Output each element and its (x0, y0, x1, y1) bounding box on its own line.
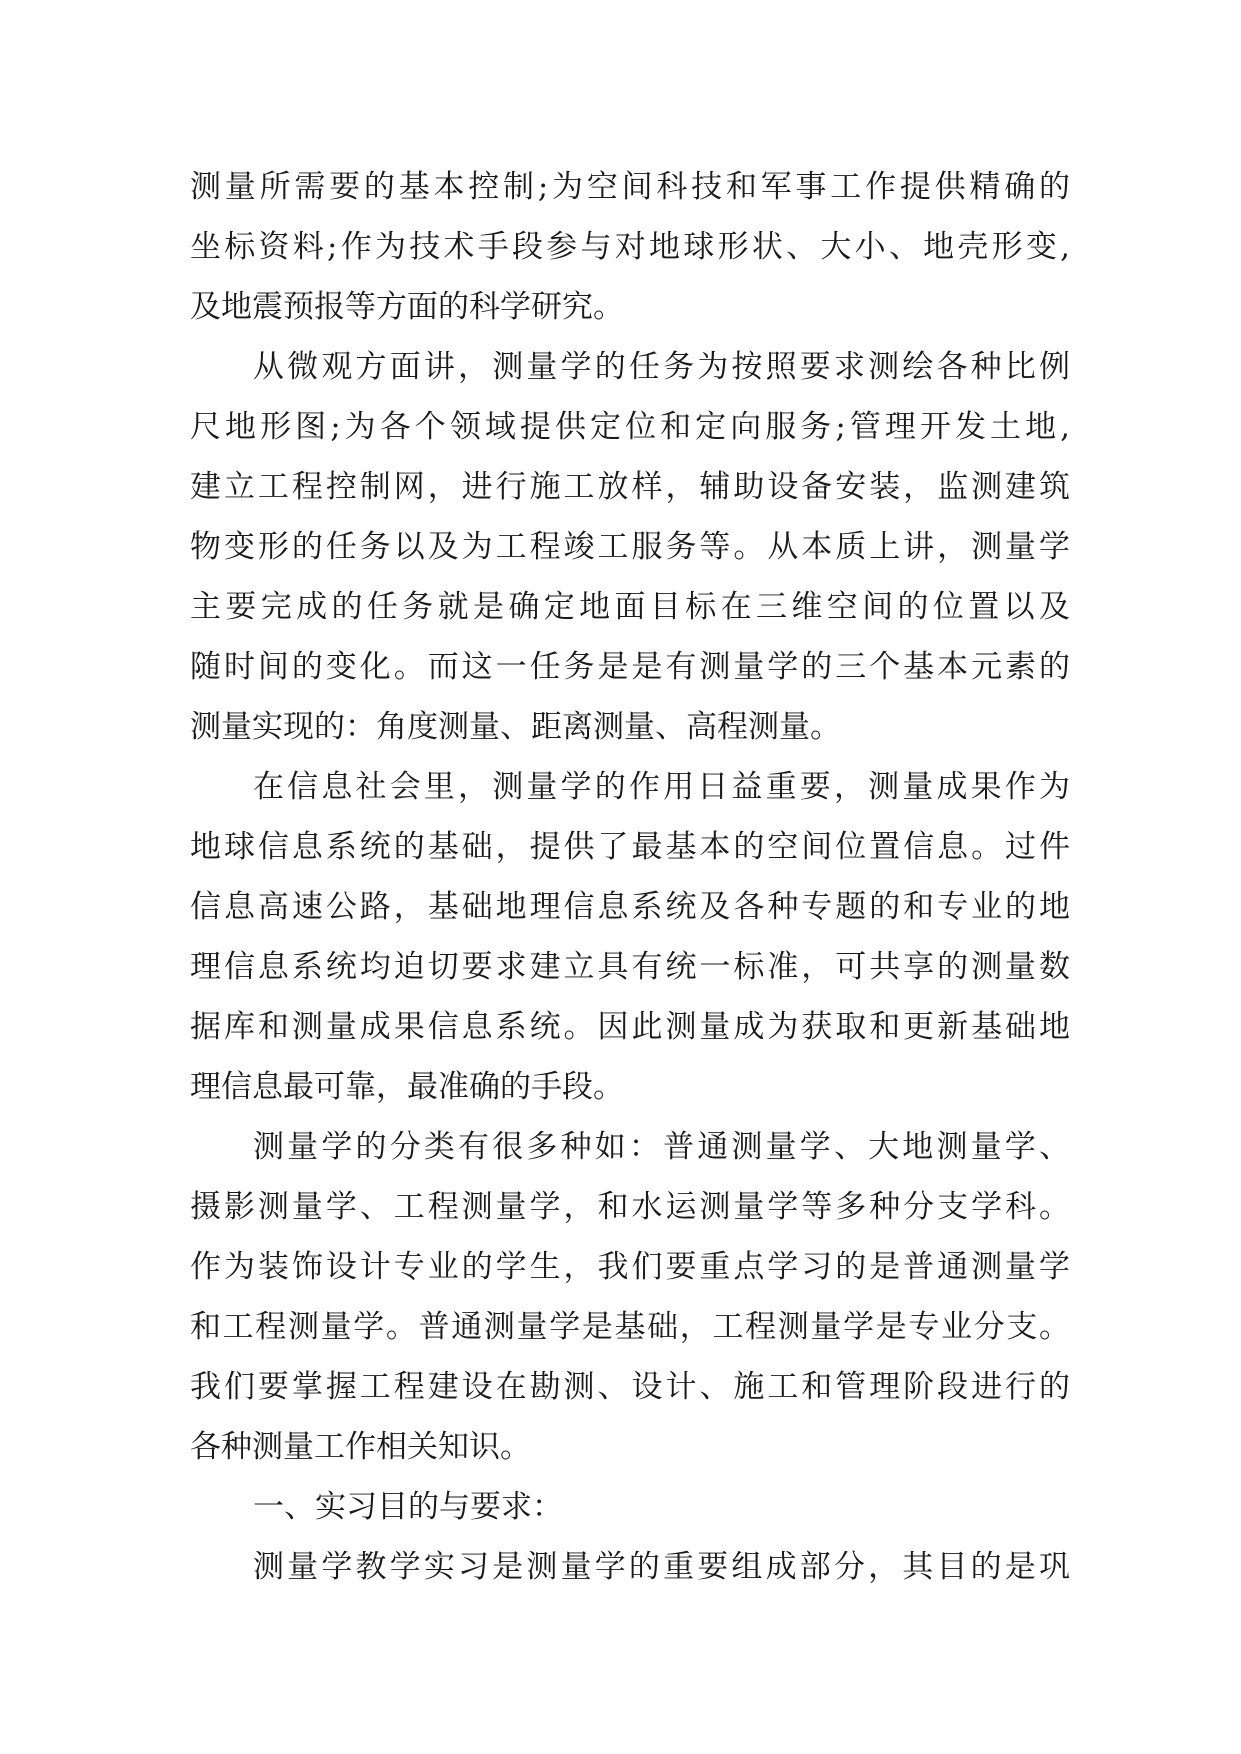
text-line: 理信息系统均迫切要求建立具有统一标准，可共享的测量数 (190, 949, 1070, 985)
text-line: 主要完成的任务就是确定地面目标在三维空间的位置以及 (190, 589, 1070, 625)
text-line: 测量实现的：角度测量、距离测量、高程测量。 (190, 709, 841, 745)
text-line: 测量学的分类有很多种如：普通测量学、大地测量学、 (253, 1129, 1070, 1165)
text-line: 我们要掌握工程建设在勘测、设计、施工和管理阶段进行的 (190, 1369, 1070, 1405)
text-line: 建立工程控制网，进行施工放样，辅助设备安装，监测建筑 (190, 469, 1070, 505)
text-line: 据库和测量成果信息系统。因此测量成为获取和更新基础地 (190, 1009, 1070, 1045)
section-heading: 一、实习目的与要求： (253, 1489, 563, 1525)
text-line: 地球信息系统的基础，提供了最基本的空间位置信息。过件 (190, 829, 1070, 865)
text-line: 测量学教学实习是测量学的重要组成部分，其目的是巩 (253, 1549, 1070, 1585)
text-line: 各种测量工作相关知识。 (190, 1429, 531, 1465)
text-line: 坐标资料;作为技术手段参与对地球形状、大小、地壳形变, (190, 229, 1070, 265)
text-line: 从微观方面讲，测量学的任务为按照要求测绘各种比例 (253, 349, 1070, 385)
text-line: 及地震预报等方面的科学研究。 (190, 289, 624, 325)
text-line: 尺地形图;为各个领域提供定位和定向服务;管理开发土地, (190, 409, 1070, 445)
text-line: 随时间的变化。而这一任务是是有测量学的三个基本元素的 (190, 649, 1070, 685)
text-line: 在信息社会里，测量学的作用日益重要，测量成果作为 (253, 769, 1070, 805)
text-line: 和工程测量学。普通测量学是基础，工程测量学是专业分支。 (190, 1309, 1070, 1345)
text-line: 信息高速公路，基础地理信息系统及各种专题的和专业的地 (190, 889, 1070, 925)
text-line: 摄影测量学、工程测量学，和水运测量学等多种分支学科。 (190, 1189, 1070, 1225)
text-line: 作为装饰设计专业的学生，我们要重点学习的是普通测量学 (190, 1249, 1070, 1285)
text-line: 物变形的任务以及为工程竣工服务等。从本质上讲，测量学 (190, 529, 1070, 565)
text-line: 测量所需要的基本控制;为空间科技和军事工作提供精确的 (190, 169, 1070, 205)
text-line: 理信息最可靠，最准确的手段。 (190, 1069, 624, 1105)
